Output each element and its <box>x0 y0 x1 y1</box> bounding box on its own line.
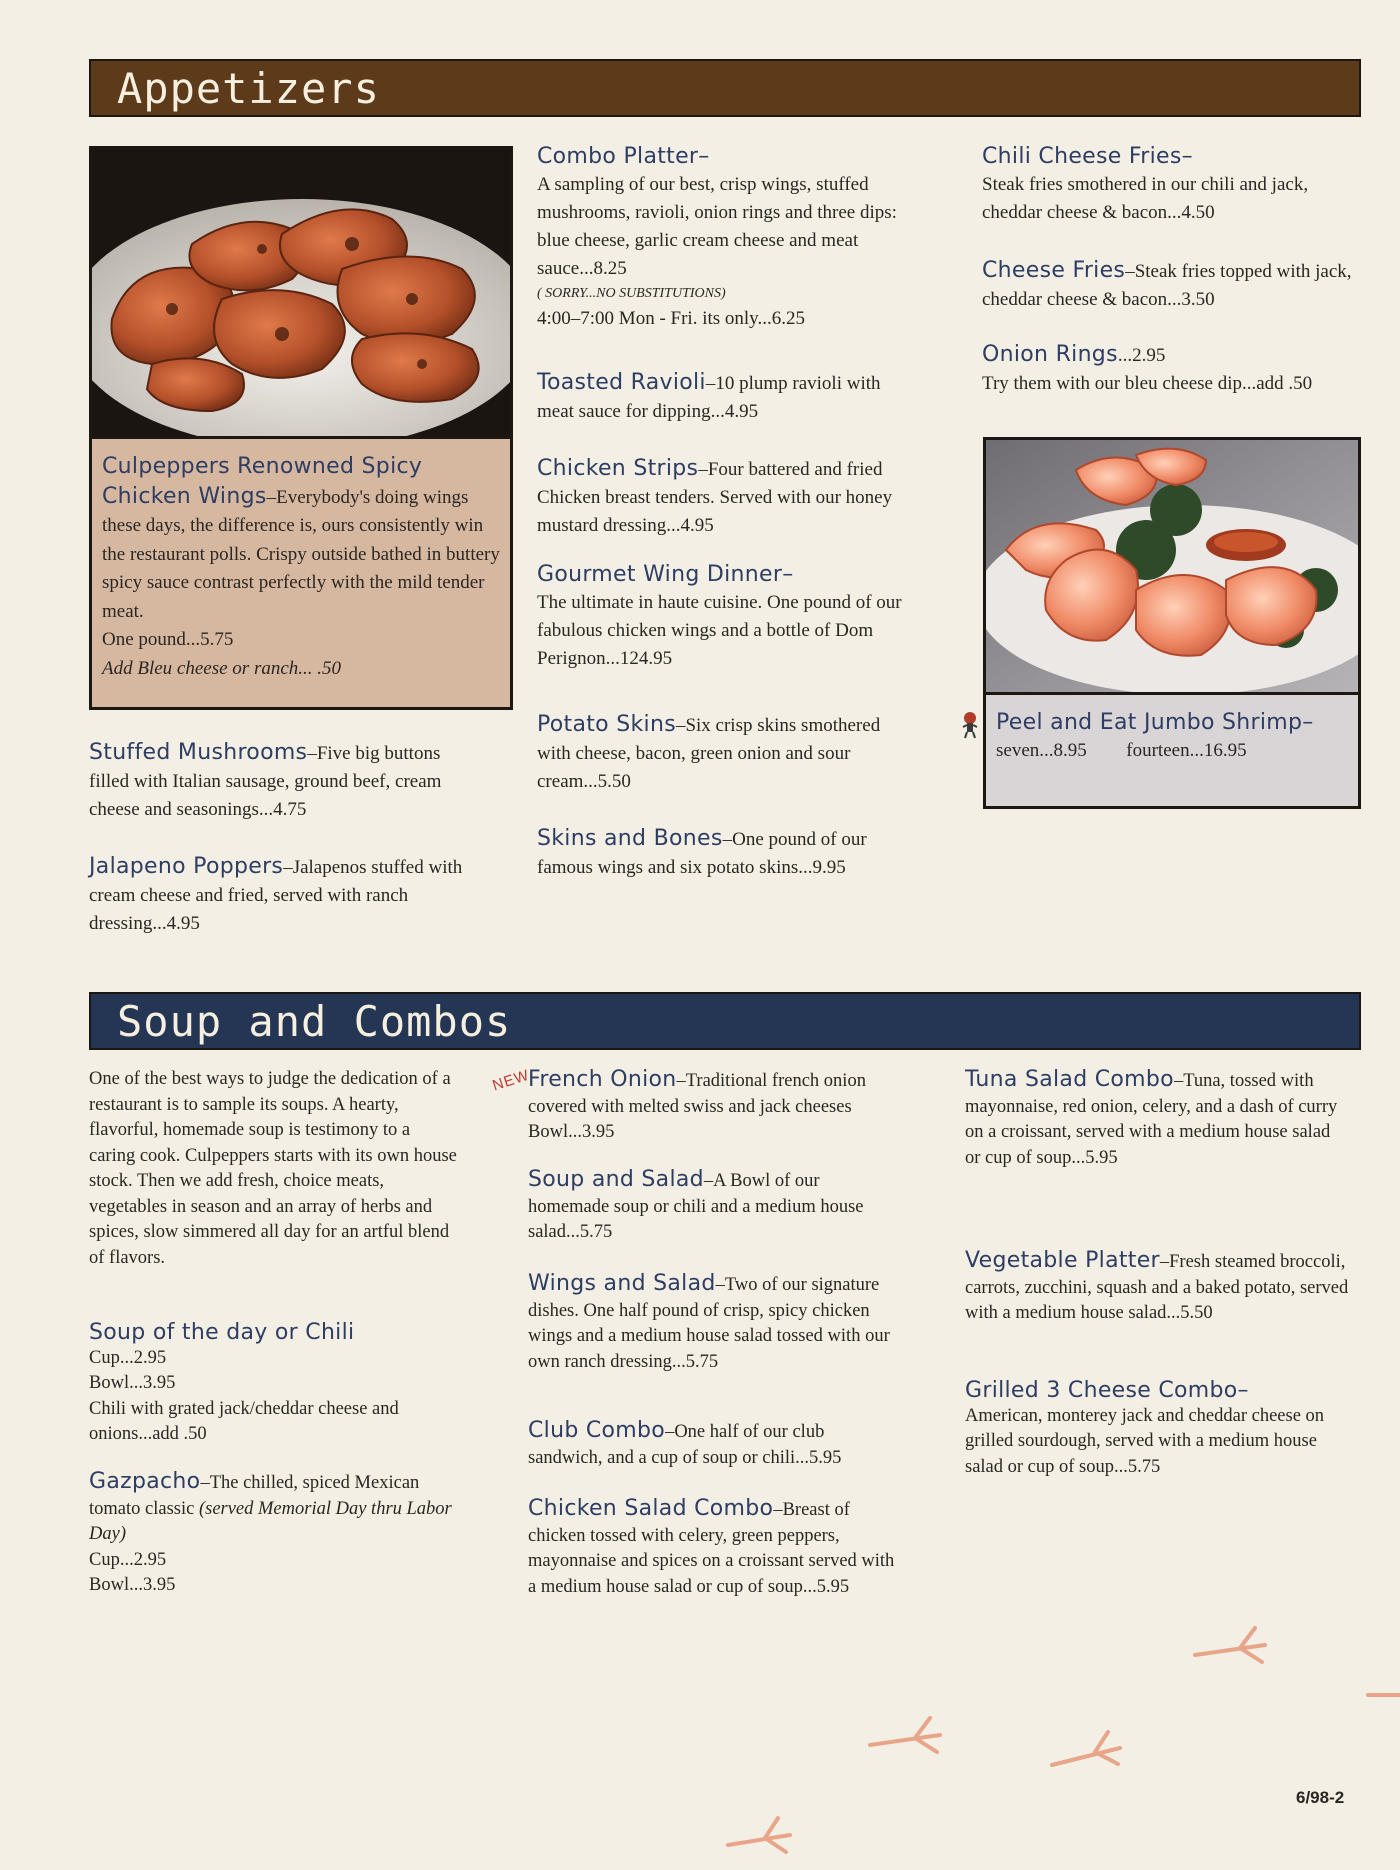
item-name: Jalapeno Poppers <box>89 854 284 879</box>
item-description: –Steak fries topped with jack, cheddar cheese & bacon...3.50 <box>982 261 1352 310</box>
item-name: Cheese Fries <box>982 258 1126 283</box>
item-description: A sampling of our best, crisp wings, stuffed mushrooms, ravioli, onion rings and three dips: blue cheese, garlic cream cheese and meat sauce...8.25 <box>537 174 897 279</box>
item-description: –The chilled, spiced Mexican tomato classic <box>89 1473 420 1519</box>
item-name: Skins and Bones <box>537 826 723 851</box>
item-name: Onion Rings <box>982 342 1118 367</box>
item-description: –Jalapenos stuffed with cream cheese and fried, served with ranch dressing...4.95 <box>89 857 463 934</box>
item-name: Chili Cheese Fries– <box>982 144 1193 169</box>
item-name: Stuffed Mushrooms <box>89 740 308 765</box>
item-name: Club Combo <box>528 1418 666 1443</box>
item-name: Soup of the day or Chili <box>89 1320 355 1345</box>
item-name: Gourmet Wing Dinner– <box>537 562 794 587</box>
item-description: –Breast of chicken tossed with celery, green peppers, mayonnaise and spices on a croissant served with a medium house salad or cup of soup...5.95 <box>528 1500 895 1597</box>
item-price: One pound...5.75 <box>102 629 234 650</box>
item-name: Toasted Ravioli <box>537 370 706 395</box>
item-note: (served Memorial Day thru Labor Day) <box>89 1498 452 1544</box>
item-name: Gazpacho <box>89 1469 201 1494</box>
item-price: Bowl...3.95 <box>528 1122 615 1142</box>
item-description: –A Bowl of our homemade soup or chili and a medium house salad...5.75 <box>528 1171 864 1242</box>
menu-version-code: 6/98-2 <box>1296 1788 1345 1807</box>
item-description: Steak fries smothered in our chili and jack, cheddar cheese & bacon...4.50 <box>982 174 1309 223</box>
item-description: American, monterey jack and cheddar cheese on grilled sourdough, served with a medium house salad or cup of soup...5.75 <box>965 1405 1325 1477</box>
item-price-cup: Cup...2.95 <box>89 1549 167 1570</box>
item-price-bowl: Bowl...3.95 <box>89 1373 176 1393</box>
item-description: Try them with our bleu cheese dip...add .50 <box>982 373 1313 394</box>
item-description: –Traditional french onion covered with melted swiss and jack cheeses <box>528 1071 866 1117</box>
item-name: Wings and Salad <box>528 1271 716 1296</box>
item-name: Culpeppers Renowned Spicy Chicken Wings <box>102 454 423 509</box>
item-addon: Chili with grated jack/cheddar cheese and onions...add .50 <box>89 1398 399 1444</box>
item-name: Combo Platter– <box>537 144 710 169</box>
item-description: –Six crisp skins smothered with cheese, bacon, green onion and sour cream...5.50 <box>537 715 881 792</box>
item-price-bowl: Bowl...3.95 <box>89 1575 176 1595</box>
new-badge: NEW <box>490 1066 532 1095</box>
item-description: The ultimate in haute cuisine. One pound of our fabulous chicken wings and a bottle of Dom Perignon...124.95 <box>537 592 902 669</box>
item-name: Soup and Salad <box>528 1167 704 1192</box>
item-addon: Add Bleu cheese or ranch... .50 <box>102 657 342 679</box>
item-name: Chicken Salad Combo <box>528 1496 774 1521</box>
item-special: 4:00–7:00 Mon - Fri. its only...6.25 <box>537 308 805 329</box>
item-description: –Four battered and fried Chicken breast tenders. Served with our honey mustard dressing...4.95 <box>537 459 893 536</box>
item-price: ...2.95 <box>1117 345 1166 366</box>
item-name: Potato Skins <box>537 712 676 737</box>
soup-title: Soup and Combos <box>117 996 512 1046</box>
item-name: French Onion <box>528 1067 677 1092</box>
item-description: –Two of our signature dishes. One half pound of crisp, spicy chicken wings and a medium house salad tossed with our own ranch dressing...5.75 <box>528 1275 890 1372</box>
appetizers-title: Appetizers <box>117 63 380 113</box>
item-description: –10 plump ravioli with meat sauce for dipping...4.95 <box>537 373 881 422</box>
item-note: ( SORRY...NO SUBSTITUTIONS) <box>537 286 726 301</box>
item-description: –Fresh steamed broccoli, carrots, zucchini, squash and a baked potato, served with a medium house salad...5.50 <box>965 1252 1349 1323</box>
intro-text: One of the best ways to judge the dedication of a restaurant is to sample its soups. A hearty, flavorful, homemade soup is testimony to a caring cook. Culpeppers starts with its own house stock. Then we add fresh, choice meats, vegetables in season and an array of herbs and spices, slow simmered all day for an artful blend of flavors. <box>89 1069 457 1268</box>
item-description: –Five big buttons filled with Italian sausage, ground beef, cream cheese and seasonings...4.75 <box>89 743 442 820</box>
item-name: Tuna Salad Combo <box>965 1067 1174 1092</box>
item-description: –Everybody's doing wings these days, the difference is, ours consistently win the restaurant polls. Crispy outside bathed in buttery spicy sauce contrast perfectly with the mild tender meat. <box>102 486 500 622</box>
item-name: Chicken Strips <box>537 456 699 481</box>
item-description: –One half of our club sandwich, and a cup of soup or chili...5.95 <box>528 1422 842 1468</box>
item-price-seven: seven...8.95 <box>996 740 1087 761</box>
item-price-fourteen: fourteen...16.95 <box>1126 740 1247 761</box>
item-name: Vegetable Platter <box>965 1248 1160 1273</box>
item-description: –Tuna, tossed with mayonnaise, red onion, celery, and a dash of curry on a croissant, served with a medium house salad or cup of soup...5.95 <box>965 1071 1338 1168</box>
item-description: –One pound of our famous wings and six potato skins...9.95 <box>537 829 867 878</box>
item-name: Grilled 3 Cheese Combo– <box>965 1378 1249 1403</box>
item-name: Peel and Eat Jumbo Shrimp– <box>996 710 1314 735</box>
item-price-cup: Cup...2.95 <box>89 1347 167 1368</box>
